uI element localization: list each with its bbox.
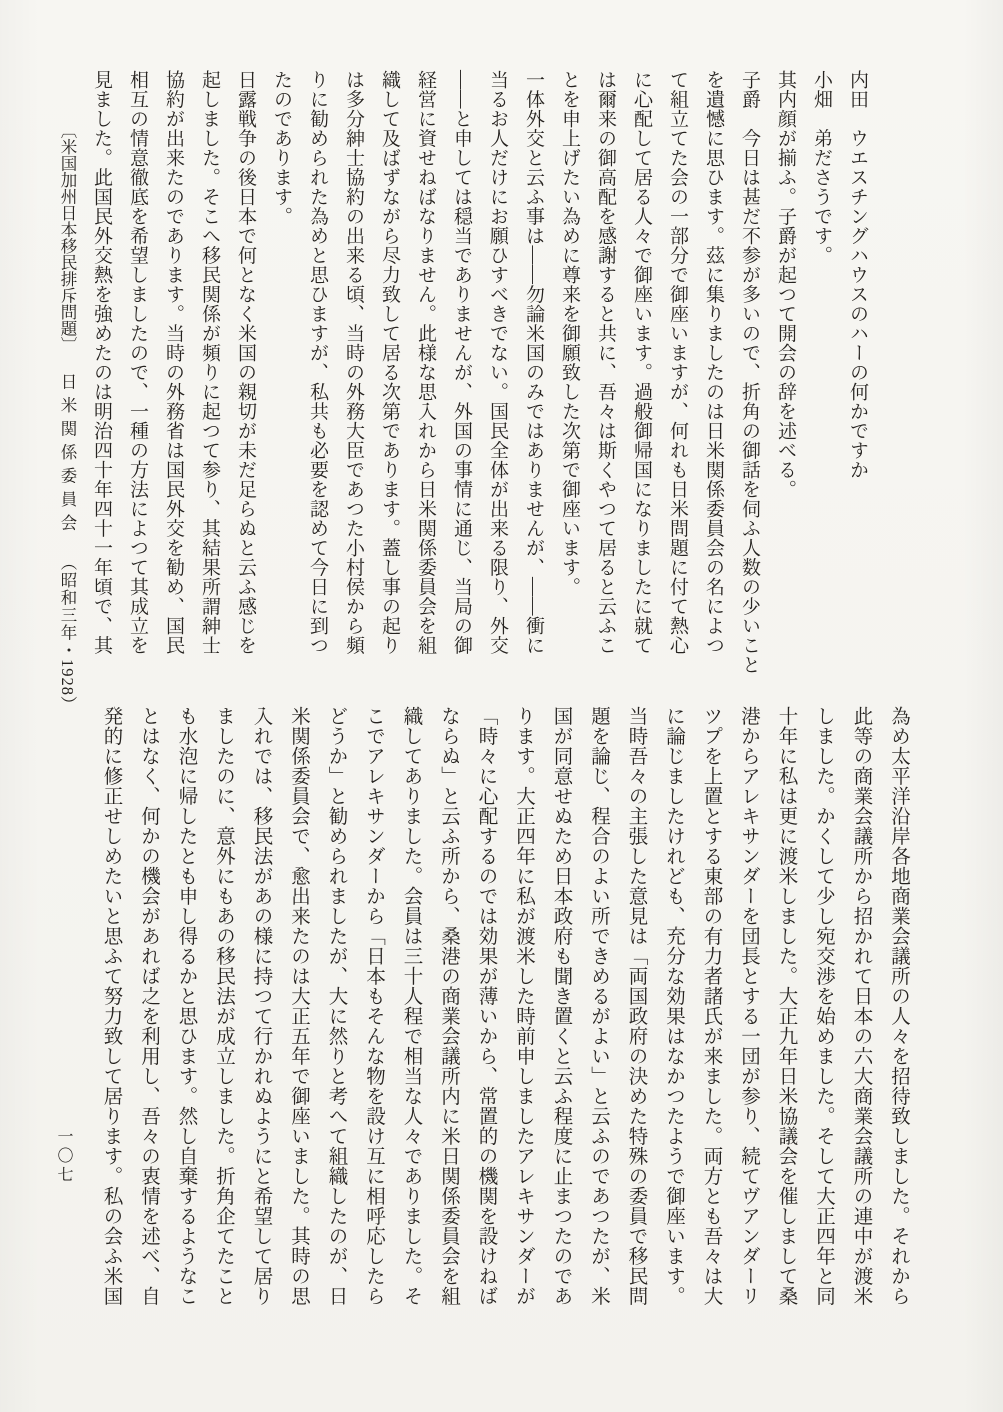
text-column: 為め太平洋沿岸各地商業会議所の人々を招待致しました。それから bbox=[888, 706, 909, 1306]
bottom-text-block bbox=[92, 706, 917, 1324]
text-column: は多分紳士協約の出来る頃、当時の外務大臣であつた小村侯から頻 bbox=[343, 70, 364, 655]
text-column: 当時吾々の主張した意見は「両国政府の決めた特殊の委員で移民問 bbox=[625, 706, 647, 1306]
text-column: 其内顔が揃ふ。子爵が起つて開会の辞を述べる。 bbox=[775, 70, 796, 499]
text-column: 小畑 弟ださうです。 bbox=[811, 70, 832, 265]
text-column: 協約が出来たのであります。当時の外務省は国民外交を勧め、国民 bbox=[163, 70, 184, 655]
text-column: たのであります。 bbox=[271, 70, 292, 226]
text-column: 起しました。そこへ移民関係が頻りに起つて参り、其結果所謂紳士 bbox=[199, 70, 220, 655]
text-column: こでアレキサンダーから「日本もそんな物を設け互に相呼応したら bbox=[363, 706, 384, 1306]
text-column: 題を論じ、程合のよい所できめるがよい」と云ふのであつたが、米 bbox=[588, 706, 609, 1306]
text-column: 子爵 今日は甚だ不参が多いので、折角の御話を伺ふ人数の少いこと bbox=[739, 70, 760, 675]
text-column: 内田 ウエスチングハウスのハーの何かですか bbox=[847, 70, 868, 480]
page-number: 一〇七 bbox=[55, 1128, 72, 1185]
text-column: に論じましたけれども、充分な効果はなかつたようで御座います。 bbox=[663, 706, 684, 1306]
text-column: しました。かくして少し宛交渉を始めました。そして大正四年と同 bbox=[813, 706, 834, 1306]
top-text-block bbox=[83, 70, 875, 674]
text-column: を遺憾に思ひます。茲に集りましたのは日米関係委員会の名によつ bbox=[703, 70, 724, 655]
text-column: ならぬ」と云ふ所から、桑港の商業会議所内に米日関係委員会を組 bbox=[438, 706, 459, 1306]
text-column: 相互の情意徹底を希望しましたので、一種の方法によつて其成立を bbox=[127, 70, 148, 655]
section-title-bracket: 〔米国加州日本移民排斥問題〕 bbox=[58, 122, 77, 353]
text-column: どうか」と勧められましたが、大に然りと考へて組織したのが、日 bbox=[325, 706, 347, 1306]
text-column: は爾来の御高配を感謝すると共に、吾々は斯くやつて居ると云ふこ bbox=[595, 70, 616, 655]
top-columns bbox=[83, 70, 875, 674]
text-column: も水泡に帰したとも申し得るかと思ひます。然し自棄するようなこ bbox=[175, 706, 197, 1306]
text-column: 発的に修正せしめたいと思ふて努力致して居ります。私の会ふ米国 bbox=[100, 706, 122, 1306]
text-column: 此等の商業会議所から招かれて日本の六大商業会議所の連中が渡米 bbox=[850, 706, 872, 1306]
text-column: 当るお人だけにお願ひすべきでない。国民全体が出来る限り、外交 bbox=[487, 70, 508, 655]
section-title-committee: 日米関係委員会 bbox=[58, 373, 77, 538]
text-column: とを申上げたい為めに尊来を御願致した次第で御座います。 bbox=[559, 70, 580, 597]
section-title-date: （昭和三年・1928） bbox=[58, 553, 77, 713]
text-column: 十年に私は更に渡米しました。大正九年日米協議会を催しまして桑 bbox=[775, 706, 797, 1306]
text-column: 見ました。此国民外交熱を強めたのは明治四十年四十一年頃で、其 bbox=[91, 70, 112, 655]
text-column: ――と申しては穏当でありませんが、外国の事情に通じ、当局の御 bbox=[451, 70, 472, 655]
text-column: 米関係委員会で、愈出来たのは大正五年で御座いました。其時の思 bbox=[288, 706, 309, 1306]
text-column: 経営に資せねばなりません。此様な思入れから日米関係委員会を組 bbox=[415, 70, 436, 655]
section-title bbox=[52, 122, 82, 713]
text-column: 港からアレキサンダーを団長とする一団が参り、続てヴアンダーリ bbox=[738, 706, 759, 1306]
text-column: 「時々に心配するのでは効果が薄いから、常置的の機関を設けねば bbox=[475, 706, 497, 1306]
text-column: 一体外交と云ふ事は――勿論米国のみではありませんが、――衝に bbox=[523, 70, 544, 655]
text-column: 国が同意せぬため日本政府も聞き置くと云ふ程度に止まつたのであ bbox=[550, 706, 572, 1306]
text-column: 入れでは、移民法があの様に持つて行かれぬようにと希望して居り bbox=[250, 706, 272, 1306]
text-column: 織して及ばずながら尽力致して居る次第であります。蓋し事の起り bbox=[379, 70, 400, 655]
text-column: て組立てた会の一部分で御座いますが、何れも日米問題に付て熱心 bbox=[667, 70, 688, 655]
text-column: りに勧められた為めと思ひますが、私共も必要を認めて今日に到つ bbox=[307, 70, 328, 655]
text-column: 織してありました。会員は三十人程で相当な人々でありました。そ bbox=[400, 706, 422, 1306]
text-column: 日露戦争の後日本で何となく米国の親切が未だ足らぬと云ふ感じを bbox=[235, 70, 256, 655]
bottom-columns bbox=[92, 706, 917, 1324]
text-column: ましたのに、意外にもあの移民法が成立しました。折角企てたこと bbox=[213, 706, 234, 1306]
text-column: に心配して居る人々で御座います。過般御帰国になりましたに就て bbox=[631, 70, 652, 655]
text-column: ります。大正四年に私が渡米した時前申しましたアレキサンダーが bbox=[513, 706, 534, 1306]
text-column: ツプを上置とする東部の有力者諸氏が来ました。両方とも吾々は大 bbox=[700, 706, 722, 1306]
text-column: とはなく、何かの機会があれば之を利用し、吾々の衷情を述べ、自 bbox=[138, 706, 159, 1306]
